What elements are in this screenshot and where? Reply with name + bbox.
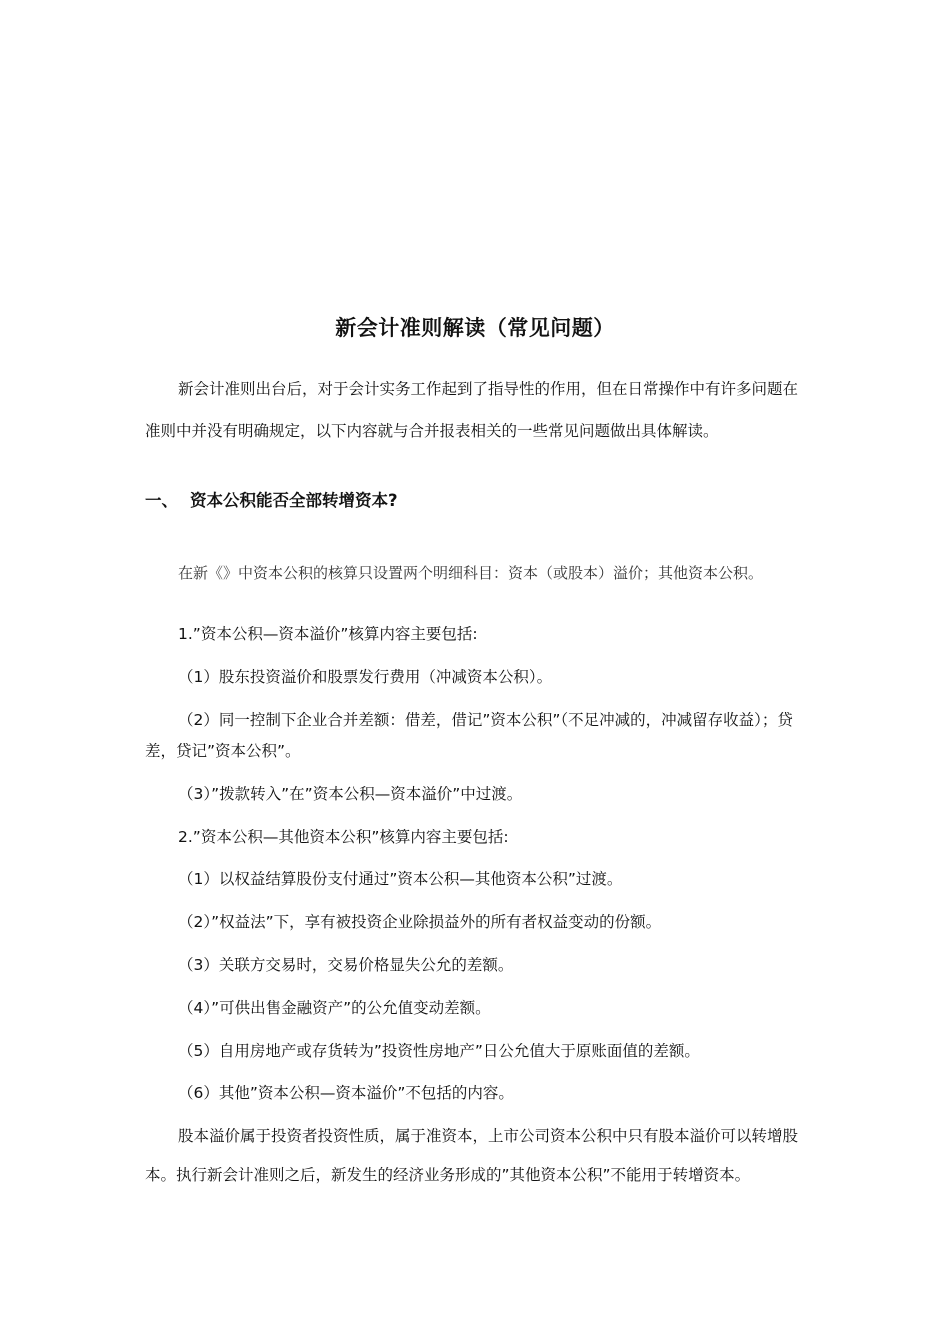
sub2-item-3: （3）关联方交易时，交易价格显失公允的差额。 (178, 956, 514, 974)
section-heading-text: 资本公积能否全部转增资本? (190, 491, 398, 510)
sub2-item-1: （1）以权益结算股份支付通过”资本公积—其他资本公积”过渡。 (178, 870, 623, 888)
sub2-item-2: （2）”权益法”下，享有被投资企业除损益外的所有者权益变动的份额。 (178, 913, 662, 931)
section-number: 一、 (145, 491, 178, 510)
section-note: 在新《》中资本公积的核算只设置两个明细科目：资本（或股本）溢价；其他资本公积。 (178, 564, 764, 582)
sub1-item-1: （1）股东投资溢价和股票发行费用（冲减资本公积）。 (178, 668, 553, 686)
sub2-item-5: （5）自用房地产或存货转为”投资性房地产”日公允值大于原账面值的差额。 (178, 1042, 700, 1060)
sub2-item-6: （6）其他”资本公积—资本溢价”不包括的内容。 (178, 1084, 514, 1102)
sub1-item-2: （2）同一控制下企业合并差额：借差，借记”资本公积”（不足冲减的，冲减留存收益）；贷差，贷记”资本公积”。 (145, 711, 793, 760)
page-title: 新会计准则解读（常见问题） (335, 316, 615, 340)
conclusion-paragraph: 股本溢价属于投资者投资性质，属于准资本，上市公司资本公积中只有股本溢价可以转增股本。执行新会计准则之后，新发生的经济业务形成的”其他资本公积”不能用于转增资本。 (145, 1127, 799, 1184)
sub1-item-3: （3）”拨款转入”在”资本公积—资本溢价”中过渡。 (178, 785, 523, 803)
section-heading (145, 487, 398, 511)
sub2-title: 2.”资本公积—其他资本公积”核算内容主要包括: (178, 828, 509, 846)
intro-paragraph: 新会计准则出台后，对于会计实务工作起到了指导性的作用，但在日常操作中有许多问题在准则中并没有明确规定，以下内容就与合并报表相关的一些常见问题做出具体解读。 (145, 380, 799, 440)
sub2-item-4: （4）”可供出售金融资产”的公允值变动差额。 (178, 999, 491, 1017)
sub1-title: 1.”资本公积—资本溢价”核算内容主要包括: (178, 625, 478, 643)
